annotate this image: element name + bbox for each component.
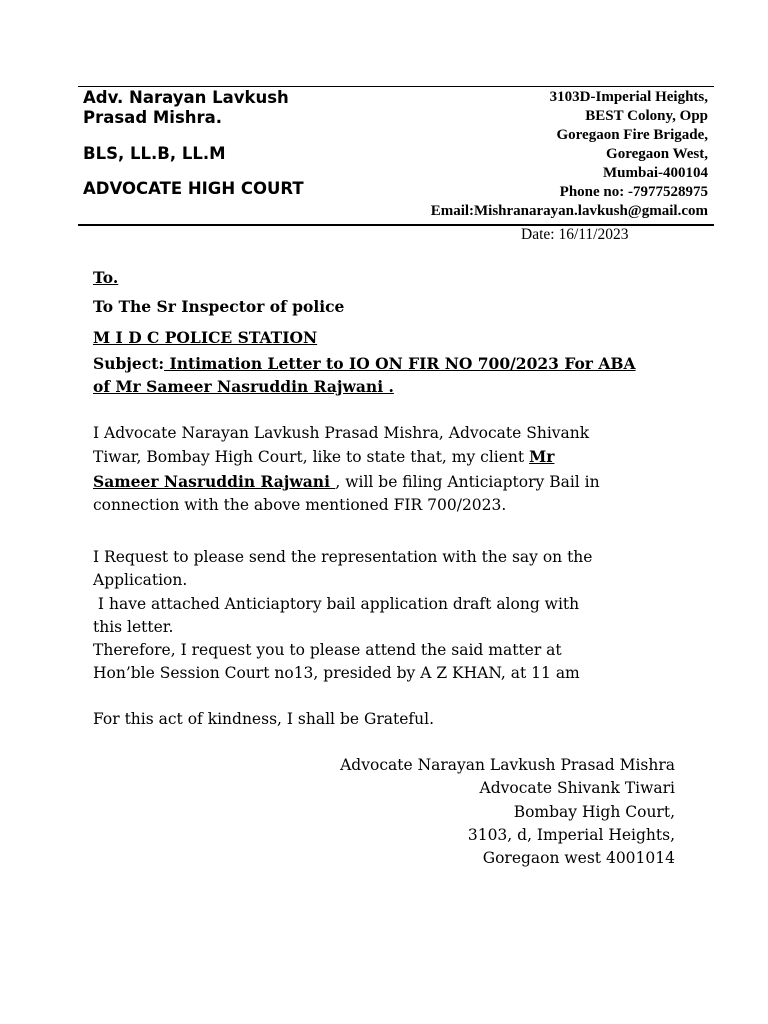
body-paragraph-1 — [93, 422, 600, 517]
subject-text: Intimation Letter to IO ON FIR NO 700/2023 For ABA — [164, 354, 636, 373]
body-line — [93, 470, 600, 494]
letterhead-address — [431, 88, 708, 221]
body-line: Application. — [93, 571, 188, 590]
subject-line2: of Mr Sameer Nasruddin Rajwani . — [93, 377, 394, 396]
address-line: BEST Colony, Opp — [585, 108, 708, 124]
body-line: I Request to please send the representation with the say on the — [93, 548, 593, 566]
address-line: Goregaon West, — [606, 146, 708, 162]
address-line: 3103D-Imperial Heights, — [549, 89, 708, 105]
signature-line: Advocate Shivank Tiwari — [479, 779, 675, 798]
subject-label: Subject: — [93, 354, 165, 373]
letterhead-top-rule — [78, 86, 714, 87]
letterhead-left — [83, 88, 304, 199]
email-address: Email:Mishranarayan.lavkush@gmail.com — [430, 203, 708, 219]
body-line — [93, 445, 600, 469]
body-text-segment: Tiwar, Bombay High Court, like to state that, my client — [93, 448, 530, 467]
body-text-segment: , will be filing Anticiaptory Bail in — [335, 472, 600, 491]
address-line: Goregaon Fire Brigade, — [556, 127, 708, 143]
body-line: Hon’ble Session Court no13, presided by A Z KHAN, at 11 am — [93, 664, 580, 683]
body-line: I have attached Anticiaptory bail application draft along with — [93, 594, 580, 613]
advocate-name-line1: Adv. Narayan Lavkush — [83, 88, 289, 107]
subject-line1 — [93, 354, 636, 373]
body-line: I Advocate Narayan Lavkush Prasad Mishra, Advocate Shivank — [93, 424, 590, 442]
signature-line: 3103, d, Imperial Heights, — [467, 825, 675, 844]
client-name-part2: Sameer Nasruddin Rajwani — [93, 471, 336, 491]
phone-number: Phone no: -7977528975 — [559, 184, 708, 200]
signature-line: Bombay High Court, — [513, 802, 675, 821]
signature-block — [340, 754, 675, 870]
body-line: this letter. — [93, 617, 174, 636]
body-paragraph-3: For this act of kindness, I shall be Grateful. — [93, 710, 434, 728]
client-name-part1: Mr — [529, 447, 555, 467]
letter-date: Date: 16/11/2023 — [521, 226, 629, 243]
advocate-name-line2: Prasad Mishra. — [83, 108, 223, 127]
signature-line: Advocate Narayan Lavkush Prasad Mishra — [340, 756, 675, 774]
advocate-title: ADVOCATE HIGH COURT — [83, 179, 304, 198]
body-line: Therefore, I request you to please attend the said matter at — [93, 641, 562, 660]
to-label: To. — [93, 268, 119, 287]
qualifications: BLS, LL.B, LL.M — [83, 144, 226, 163]
address-line: Mumbai-400104 — [603, 165, 708, 181]
signature-line: Goregaon west 4001014 — [482, 849, 675, 868]
body-line: connection with the above mentioned FIR 700/2023. — [93, 495, 507, 514]
recipient-police-station: M I D C POLICE STATION — [93, 328, 318, 347]
body-paragraph-2 — [93, 546, 592, 686]
recipient-line1: To The Sr Inspector of police — [93, 297, 345, 316]
